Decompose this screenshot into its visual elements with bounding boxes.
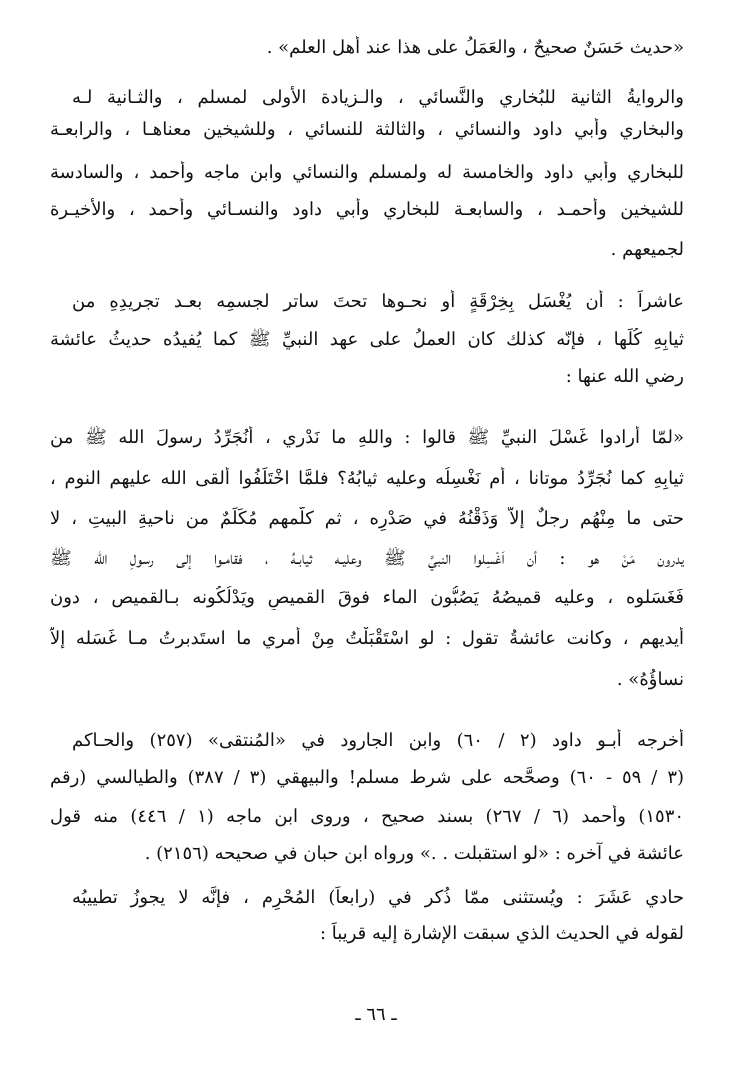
paragraph-line: حادي عَشَرَ : ويُستثنى ممّا ذُكر في (رابعاً) المُحْرِم ، فإنَّه لا يجوزُ تطييبُه	[72, 887, 684, 908]
paragraph-line: والبخاري وأبي داود والنسائي ، والثالثة للنسائي ، وللشيخين معناهـا ، والرابعـة	[50, 119, 684, 140]
paragraph-line: لقوله في الحديث الذي سبقت الإشارة إليه قريباً :	[319, 923, 684, 944]
paragraph-line: للبخاري وأبي داود والخامسة له ولمسلم والنسائي وابن ماجه وأحمد ، والسادسة	[50, 162, 684, 183]
paragraph-line: أخرجه أبـو داود (٢ / ٦٠) وابن الجارود في «المُنتقى» (٢٥٧) والحـاكم	[72, 730, 684, 751]
paragraph-line: للشيخين وأحمـد ، والسابعـة للبخاري وأبي داود والنسـائي وأحمد ، والأخيـرة	[50, 199, 684, 220]
quote-line: حتى ما مِنْهُم رجلٌ إلاّ وَذَقْنُهُ في صَدْرِه ، ثم كلّمهم مُكَلِّمٌ من ناحيةِ البيتِ ، لا	[50, 508, 684, 529]
page-number: ـ ٦٦ ـ	[355, 1004, 397, 1025]
paragraph-line: ثيابِهِ كُلِّها ، فإنّه كذلك كان العملُ على عهد النبيِّ ﷺ كما يُفيدُه حديثُ عائشة	[50, 329, 684, 350]
paragraph-line: عائشة في آخره : «لو استقبلت . .» ورواه ابن حبان في صحيحه (٢١٥٦) .	[144, 843, 684, 864]
paragraph-line: والروايةُ الثانية للبُخاري والنَّسائي ، والـزيادة الأولى لمسلم ، والثـانية لـه	[72, 87, 684, 108]
paragraph-line: رضي الله عنها :	[565, 366, 684, 387]
paragraph-line: ١٥٣٠) وأحمد (٦ / ٢٦٧) بسند صحيح ، وروى ابن ماجه (١ / ٤٤٦) منه قول	[50, 806, 684, 827]
quote-line: أيديهم ، وكانت عائشةُ تقول : لو اسْتَقْبَلْتُ مِنْ أمري ما استَدبرتُ مـا غَسَله إلاّ	[50, 628, 684, 649]
paragraph-line: لجميعهم .	[610, 239, 684, 260]
paragraph-line: عاشراً : أن يُغْسَل بِخِرْقَةٍ أو نحـوها تحتَ ساتر لجسمِه بعـد تجريدِهِ من	[72, 291, 684, 312]
quote-line: يدرون مَنْ هو : أن اَغْسِلوا النبيَّ ﷺ وعليـه ثيابـهُ ، فقامـوا إلى رسولِ الله ﷺ	[50, 548, 684, 569]
quote-line: «لمّا أرادوا غَسْلَ النبيِّ ﷺ قالوا : واللهِ ما نَدْري ، أَنُجَرِّدُ رسولَ الله ﷺ من	[50, 427, 684, 448]
quote-line: نساؤُهُ» .	[616, 669, 684, 690]
quote-line: ثيابِهِ كما نُجَرِّدُ موتانا ، أم نَغْسِلُه وعليه ثيابُهُ؟ فلمَّا اخْتَلَفُوا ألقى الله عليهم النوم ،	[50, 468, 684, 489]
quote-line: «حديث حَسَنٌ صحيحٌ ، والعَمَلُ على هذا عند أهل العلم» .	[266, 37, 684, 58]
paragraph-line: (٣ / ٥٩ - ٦٠) وصحَّحه على شرط مسلم! والبيهقي (٣ / ٣٨٧) والطيالسي (رقم	[50, 767, 684, 788]
quote-line: فَغَسَلوه ، وعليه قميصُهُ يَصُبُّون الماء فوقَ القميصِ ويَدْلُكُونه بـالقميص ، دون	[50, 587, 684, 608]
